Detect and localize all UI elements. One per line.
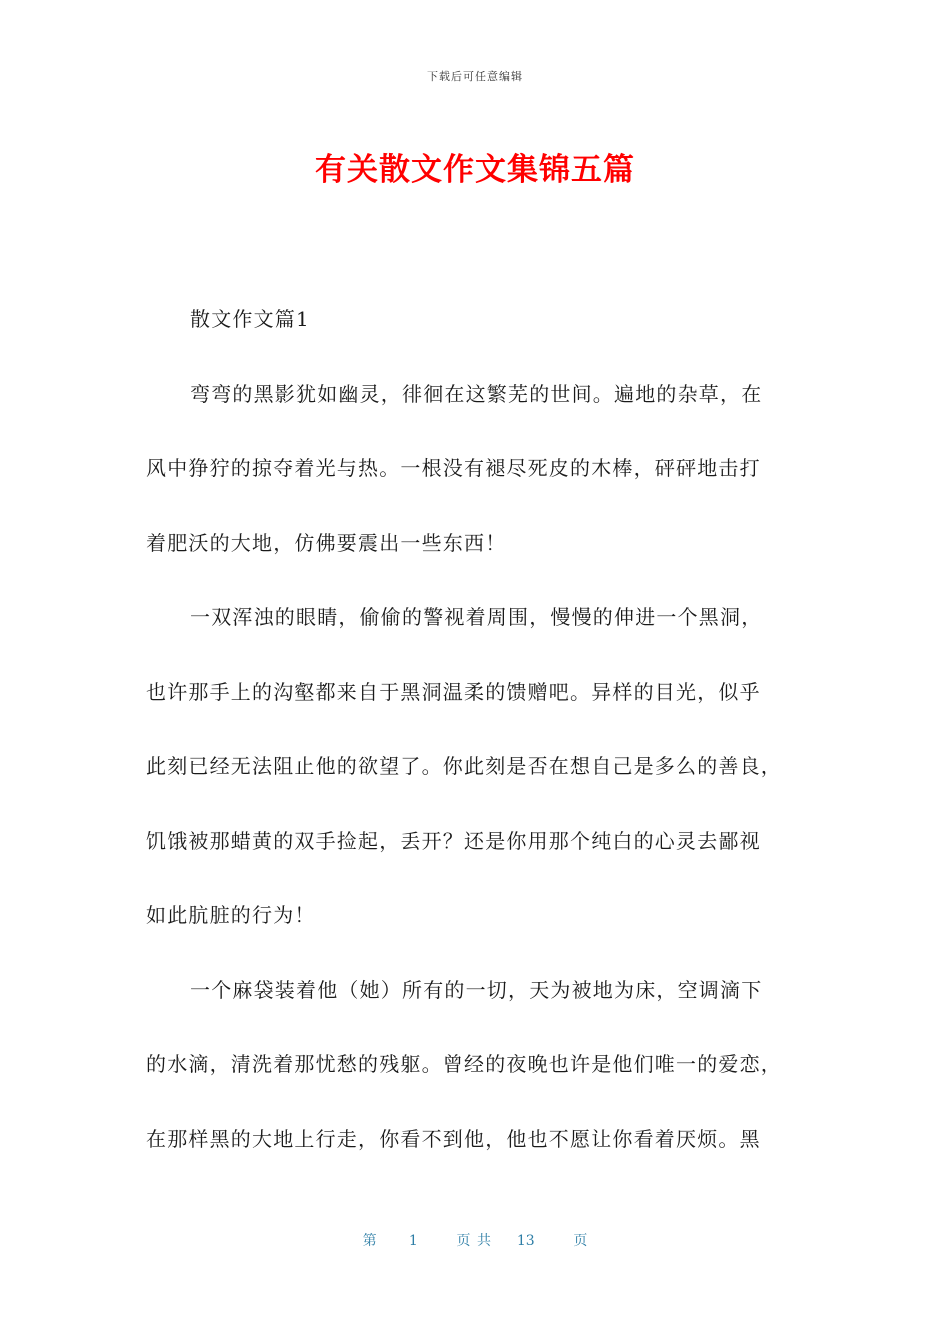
footer-prefix: 第 [362,1233,377,1249]
footer-total-pages: 13 [516,1233,535,1249]
paragraph-line: 风中狰狞的掠夺着光与热。一根没有褪尽死皮的木棒，砰砰地击打 [146,456,761,480]
paragraph-line: 饥饿被那蜡黄的双手捡起，丢开？还是你用那个纯白的心灵去鄙视 [146,828,761,853]
paragraph-line: 也许那手上的沟壑都来自于黑洞温柔的馈赠吧。异样的目光，似乎 [146,679,761,704]
paragraph-line: 如此肮脏的行为！ [146,903,316,927]
paragraph-line: 散文作文篇1 [190,307,310,331]
paragraph-line: 着肥沃的大地，仿佛要震出一些东西！ [146,530,507,555]
paragraph-line: 弯弯的黑影犹如幽灵，徘徊在这繁芜的世间。遍地的杂草，在 [190,381,763,406]
page-footer [0,1230,950,1250]
paragraph-line: 的水滴，清洗着那忧愁的残躯。曾经的夜晚也许是他们唯一的爱恋， [146,1052,782,1076]
header-note: 下载后可任意编辑 [427,70,523,83]
paragraph-line: 一双浑浊的眼睛，偷偷的警视着周围，慢慢的伸进一个黑洞， [190,605,763,629]
footer-current-page: 1 [408,1233,418,1249]
document-body [146,282,806,1176]
document-title: 有关散文作文集锦五篇 [315,152,635,188]
paragraph-line: 此刻已经无法阻止他的欲望了。你此刻是否在想自己是多么的善良， [146,754,782,778]
footer-middle: 页 共 [456,1233,491,1249]
footer-suffix: 页 [573,1233,588,1249]
paragraph-line: 在那样黑的大地上行走，你看不到他，他也不愿让你看着厌烦。黑 [146,1126,761,1151]
paragraph-line: 一个麻袋装着他（她）所有的一切，天为被地为床，空调滴下 [190,977,763,1002]
